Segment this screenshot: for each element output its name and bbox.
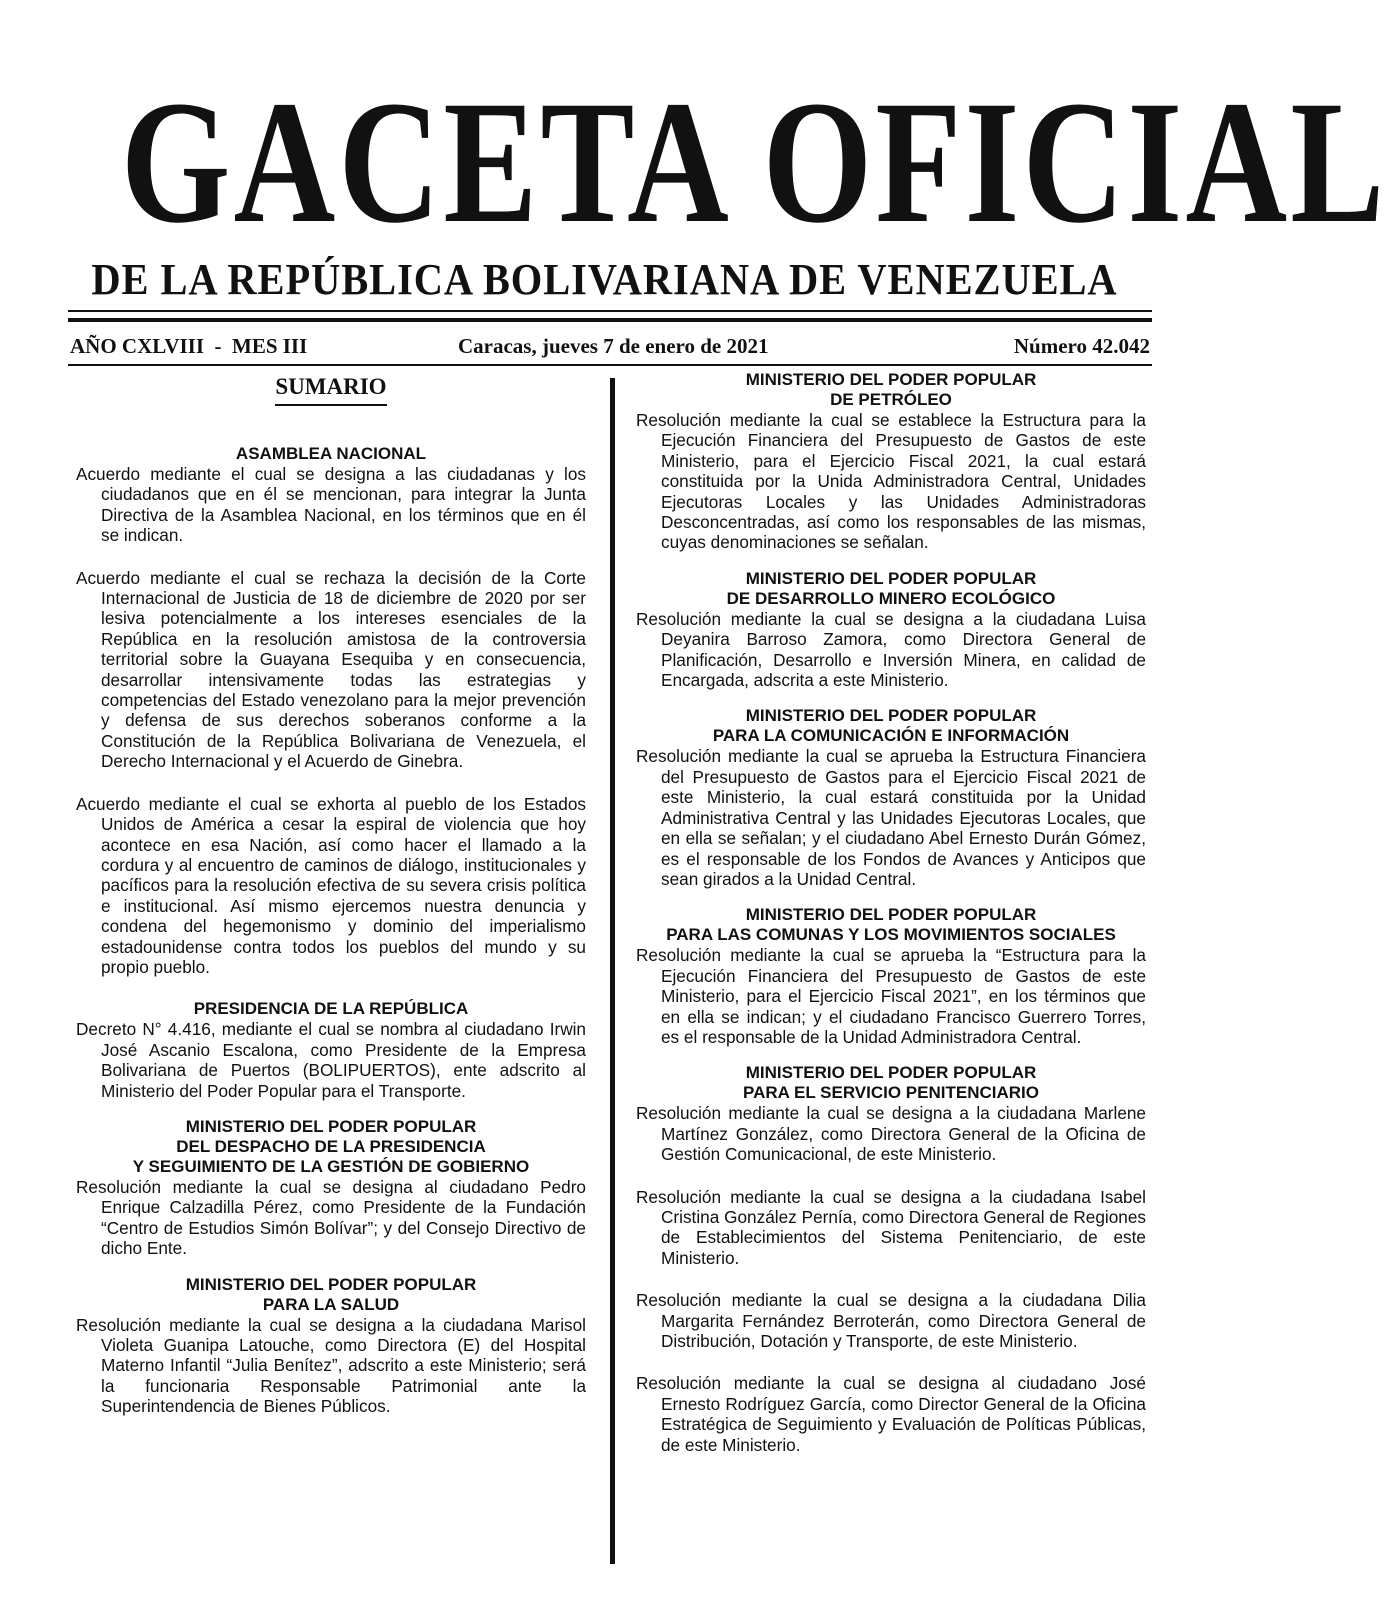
summary-entry: Resolución mediante la cual se aprueba la Estructura Financiera del Presupuesto de Gastos para el Ejercicio Fiscal 2021 de este Ministerio, la cual estará constituida por la Unidad Administrativa Central y las Unidades Ejecutoras Locales, que en ella se señalan; y el ciudadano Abel Ernesto Durán Gómez, es el responsable de los Fondos de Avances y Anticipos que sean girados a la Unidad Central. <box>636 746 1146 889</box>
summary-entry: Resolución mediante la cual se designa al ciudadano José Ernesto Rodríguez García, como Director General de la Oficina Estratégica de Seguimiento y Evaluación de Políticas Públicas, de este Ministerio. <box>636 1373 1146 1455</box>
masthead-title: GACETA OFICIAL <box>120 65 1387 260</box>
masthead-subtitle: DE LA REPÚBLICA BOLIVARIANA DE VENEZUELA <box>91 255 1118 304</box>
summary-entry: Decreto N° 4.416, mediante el cual se nombra al ciudadano Irwin José Ascanio Escalona, como Presidente de la Empresa Bolivariana de Puertos (BOLIPUERTOS), ente adscrito al Ministerio del Poder Popular para el Transporte. <box>76 1019 586 1101</box>
summary-entry: Resolución mediante la cual se establece la Estructura para la Ejecución Financiera del Presupuesto de Gastos de este Ministerio, para el Ejercicio Fiscal 2021, la cual estará constituida por la Unida Administradora Central, Unidades Ejecutoras Locales y las Unidades Administradoras Desconcentradas, así como los responsables de las mismas, cuyas denominaciones se señalan. <box>636 410 1146 553</box>
summary-entry: Acuerdo mediante el cual se exhorta al pueblo de los Estados Unidos de América a cesar la espiral de violencia que hoy acontece en esa Nación, así como hacer el llamado a la cordura y al encuentro de caminos de diálogo, institucionales y pacíficos para la resolución efectiva de su severa crisis política e institucional. Así mismo ejercemos nuestra denuncia y condena del hegemonismo y dominio del imperialismo estadounidense contra todos los pueblos del mundo y su propio pueblo. <box>76 793 586 977</box>
rule-divider <box>68 364 1152 366</box>
summary-entry: Resolución mediante la cual se designa a la ciudadana Dilia Margarita Fernández Berroterán, como Directora General de Distribución, Dotación y Transporte, de este Ministerio. <box>636 1290 1146 1351</box>
section-heading: MINISTERIO DEL PODER POPULAR PARA LA COMUNICACIÓN E INFORMACIÓN <box>712 706 1070 746</box>
section-heading: MINISTERIO DEL PODER POPULAR DE PETRÓLEO <box>745 370 1037 409</box>
section-heading: MINISTERIO DEL PODER POPULAR DEL DESPACHO DE LA PRESIDENCIA Y SEGUIMIENTO DE LA GESTIÓN DE GOBIERNO <box>132 1116 530 1176</box>
sumario-title: SUMARIO <box>76 372 586 406</box>
issue-number: Número 42.042 <box>1013 334 1150 358</box>
summary-entry: Resolución mediante la cual se aprueba la “Estructura para la Ejecución Financiera del Presupuesto de Gastos de este Ministerio, para el Ejercicio Fiscal 2021”, en los términos que en ella se indican; y el ciudadano Francisco Guerrero Torres, es el responsable de la Unidad Administradora Central. <box>636 945 1146 1047</box>
issue-place-date: Caracas, jueves 7 de enero de 2021 <box>458 334 769 358</box>
issue-year-month: AÑO CXLVIII - MES III <box>70 334 308 358</box>
summary-entry: Resolución mediante la cual se designa al ciudadano Pedro Enrique Calzadilla Pérez, como Presidente de la Fundación “Centro de Estudios Simón Bolívar”; y del Consejo Directivo de dicho Ente. <box>76 1176 586 1259</box>
section-heading: ASAMBLEA NACIONAL <box>235 444 427 463</box>
left-column <box>76 372 586 1417</box>
summary-entry: Resolución mediante la cual se designa a la ciudadana Isabel Cristina González Pernía, como Directora General de Regiones de Establecimientos del Sistema Penitenciario, de este Ministerio. <box>636 1186 1146 1268</box>
summary-entry: Acuerdo mediante el cual se rechaza la decisión de la Corte Internacional de Justicia de 18 de diciembre de 2020 por ser lesiva potencialmente a los intereses esenciales de la República en la resolución amistosa de la controversia territorial sobre la Guayana Esequiba y en consecuencia, desarrollar intensivamente todas las estrategias y competencias del Estado venezolano para la mejor prevención y defensa de sus derechos soberanos conforme a la Constitución de la República Bolivariana de Venezuela, el Derecho Internacional y el Acuerdo de Ginebra. <box>76 567 586 772</box>
summary-entry: Acuerdo mediante el cual se designa a las ciudadanas y los ciudadanos que en él se mencionan, para integrar la Junta Directiva de la Asamblea Nacional, en los términos que en él se indican. <box>76 464 586 546</box>
double-rule <box>68 310 1152 322</box>
column-divider <box>610 378 615 1564</box>
summary-entry: Resolución mediante la cual se designa a la ciudadana Marlene Martínez González, como Directora General de la Oficina de Gestión Comunicacional, de este Ministerio. <box>636 1103 1146 1165</box>
summary-entry: Resolución mediante la cual se designa a la ciudadana Marisol Violeta Guanipa Latouche, como Directora (E) del Hospital Materno Infantil “Julia Benítez”, adscrito a este Ministerio; será la funcionaria Responsable Patrimonial ante la Superintendencia de Bienes Públicos. <box>76 1314 586 1417</box>
section-heading: MINISTERIO DEL PODER POPULAR PARA EL SERVICIO PENITENCIARIO <box>743 1063 1039 1103</box>
right-column <box>636 370 1146 1455</box>
section-heading: PRESIDENCIA DE LA REPÚBLICA <box>193 999 469 1019</box>
section-heading: MINISTERIO DEL PODER POPULAR PARA LA SALUD <box>185 1274 477 1314</box>
issue-bar <box>70 334 1150 364</box>
section-heading: MINISTERIO DEL PODER POPULAR DE DESARROLLO MINERO ECOLÓGICO <box>726 568 1056 608</box>
section-heading: MINISTERIO DEL PODER POPULAR PARA LAS COMUNAS Y LOS MOVIMIENTOS SOCIALES <box>666 905 1116 945</box>
summary-entry: Resolución mediante la cual se designa a la ciudadana Luisa Deyanira Barroso Zamora, como Directora General de Planificación, Desarrollo e Inversión Minera, en calidad de Encargada, adscrita a este Ministerio. <box>636 608 1146 691</box>
